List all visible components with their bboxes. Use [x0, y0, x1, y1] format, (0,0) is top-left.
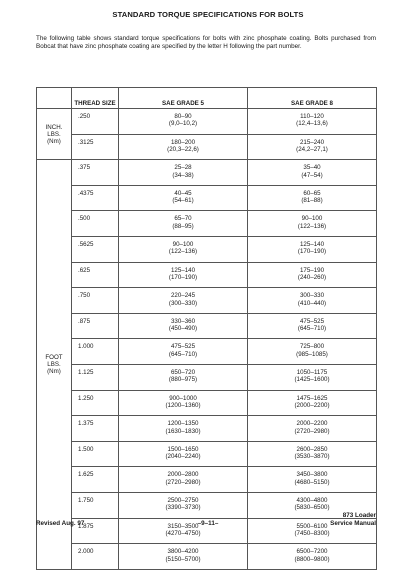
thread-size-cell: .4375 [72, 185, 119, 211]
torque-nm-value: (4680–5150) [294, 478, 330, 486]
grade-5-cell [119, 364, 248, 390]
torque-ft-value: 4300–4800 [296, 496, 328, 504]
unit-label: FOOT LBS. (Nm) [37, 160, 72, 570]
torque-nm-value: (3530–3870) [294, 453, 330, 461]
table-row [37, 262, 377, 288]
thread-size-cell: 1.625 [72, 467, 119, 493]
torque-ft-value: 110–120 [300, 113, 324, 120]
torque-ft-value: 1500–1650 [167, 445, 199, 453]
grade-8-cell [248, 416, 377, 442]
torque-nm-value: (7450–8300) [294, 529, 330, 537]
torque-ft-value: 1050–1175 [296, 368, 328, 376]
model-name: 873 Loader [342, 512, 376, 519]
torque-ft-value: 125–140 [299, 240, 325, 248]
table-row [37, 288, 377, 314]
grade-5-cell [119, 211, 248, 237]
torque-ft-value: 2000–2200 [296, 420, 328, 428]
thread-size-cell: 1.875 [72, 518, 119, 544]
table-row [37, 134, 377, 160]
torque-ft-value: 60–65 [303, 189, 321, 197]
torque-ft-value: 180–200 [170, 138, 196, 146]
torque-nm-value: (20,3–22,6) [167, 146, 199, 153]
torque-ft-value: 35–40 [303, 164, 321, 172]
grade-5-cell [119, 134, 248, 160]
thread-size-cell: .3125 [72, 134, 119, 160]
torque-ft-value: 900–1000 [169, 394, 197, 402]
table-row [37, 236, 377, 262]
torque-nm-value: (2720–2980) [294, 427, 330, 435]
torque-nm-value: (170–190) [297, 248, 327, 256]
thread-size-cell: .250 [72, 109, 119, 135]
unit-label: INCH. LBS. (Nm) [37, 109, 72, 160]
torque-nm-value: (9,0–10,2) [168, 120, 198, 128]
grade-5-cell [119, 109, 248, 135]
table-row [37, 160, 377, 186]
thread-size-cell: 1.250 [72, 390, 119, 416]
grade-8-cell [248, 467, 377, 493]
torque-nm-value: (1425–1600) [294, 376, 330, 384]
torque-ft-value: 2000–2800 [167, 471, 199, 479]
revision-date: Revised Aug. 97 [36, 520, 85, 527]
torque-ft-value: 80–90 [174, 113, 192, 120]
torque-ft-value: 220–245 [170, 292, 196, 300]
thread-size-cell: 1.500 [72, 441, 119, 467]
table-row [37, 544, 377, 570]
grade-8-cell [248, 109, 377, 135]
torque-ft-value: 2500–2750 [167, 496, 199, 504]
thread-size-cell: .500 [72, 211, 119, 237]
grade-8-cell [248, 236, 377, 262]
grade-8-cell [248, 211, 377, 237]
torque-ft-value: 40–45 [174, 189, 192, 197]
torque-ft-value: 3800–4200 [167, 548, 199, 556]
torque-nm-value: (300–330) [168, 299, 198, 307]
grade-8-cell [248, 313, 377, 339]
thread-size-cell: .625 [72, 262, 119, 288]
grade-8-cell [248, 390, 377, 416]
torque-nm-value: (645–710) [297, 325, 327, 333]
grade-5-cell [119, 160, 248, 186]
thread-size-cell: 1.000 [72, 339, 119, 365]
torque-ft-value: 725–800 [299, 343, 325, 351]
torque-nm-value: (5830–6500) [294, 504, 330, 512]
torque-ft-value: 6500–7200 [296, 548, 328, 556]
torque-nm-value: (122–136) [168, 248, 198, 256]
manual-title [330, 512, 376, 527]
grade-8-cell [248, 134, 377, 160]
grade-8-cell [248, 544, 377, 570]
torque-ft-value: 1475–1625 [296, 394, 328, 402]
thread-size-cell: 1.375 [72, 416, 119, 442]
grade-5-cell [119, 262, 248, 288]
table-body [37, 109, 377, 570]
thread-size-cell: .5625 [72, 236, 119, 262]
grade-5-cell [119, 492, 248, 518]
table-row [37, 313, 377, 339]
torque-ft-value: 475–525 [299, 317, 325, 325]
torque-ft-value: 3450–3800 [296, 471, 328, 479]
torque-ft-value: 300–330 [299, 292, 325, 300]
torque-nm-value: (880–975) [168, 376, 198, 384]
torque-nm-value: (170–190) [168, 273, 198, 281]
grade-8-cell [248, 339, 377, 365]
sae-grade-8-header: SAE GRADE 8 [248, 88, 377, 109]
thread-size-cell: .875 [72, 313, 119, 339]
manual-name: Service Manual [330, 519, 376, 527]
torque-ft-value: 2600–2850 [296, 445, 328, 453]
grade-8-cell [248, 441, 377, 467]
torque-nm-value: (450–490) [168, 325, 198, 333]
table-row [37, 492, 377, 518]
torque-ft-value: 175–190 [299, 266, 325, 274]
table-row [37, 467, 377, 493]
torque-nm-value: (2720–2980) [165, 478, 201, 486]
intro-text: The following table shows standard torque specifications for bolts with zinc phosphate coating. Bolts purchased from Bobcat that have zinc phosphate coating are specified by the letter H following the part number. [36, 35, 376, 51]
torque-nm-value: (2040–2240) [165, 453, 201, 461]
torque-nm-value: (1630–1830) [165, 427, 201, 435]
grade-8-cell [248, 185, 377, 211]
torque-nm-value: (5150–5700) [165, 555, 201, 563]
torque-ft-value: 475–525 [170, 343, 196, 351]
thread-size-cell: 2.000 [72, 544, 119, 570]
table-row [37, 211, 377, 237]
torque-ft-value: 5500–6100 [296, 522, 328, 530]
torque-ft-value: 90–100 [172, 240, 194, 248]
torque-nm-value: (12,4–13,6) [296, 120, 328, 128]
torque-nm-value: (88–95) [172, 222, 194, 230]
torque-ft-value: 650–720 [170, 368, 196, 376]
grade-8-cell [248, 262, 377, 288]
torque-ft-value: 330–360 [170, 317, 196, 325]
thread-size-header: THREAD SIZE [72, 88, 119, 109]
torque-nm-value: (3390–3730) [165, 504, 201, 512]
grade-5-cell [119, 416, 248, 442]
grade-5-cell [119, 288, 248, 314]
thread-size-cell: .375 [72, 160, 119, 186]
table-row [37, 441, 377, 467]
grade-5-cell [119, 339, 248, 365]
torque-ft-value: 3150–3500 [167, 522, 199, 530]
grade-5-cell [119, 467, 248, 493]
torque-nm-value: (2000–2200) [294, 401, 330, 409]
grade-8-cell [248, 364, 377, 390]
torque-nm-value: (24,2–27,1) [296, 146, 328, 153]
thread-size-cell: 1.750 [72, 492, 119, 518]
torque-ft-value: 25–28 [174, 164, 192, 172]
torque-nm-value: (81–88) [301, 197, 323, 205]
thread-size-cell: .750 [72, 288, 119, 314]
torque-nm-value: (4270–4750) [165, 529, 201, 537]
table-row [37, 339, 377, 365]
table-row [37, 416, 377, 442]
grade-5-cell [119, 441, 248, 467]
table-row [37, 185, 377, 211]
intro-paragraph [36, 35, 376, 51]
grade-8-cell [248, 160, 377, 186]
torque-nm-value: (240–260) [297, 273, 327, 281]
torque-nm-value: (645–710) [168, 350, 198, 358]
page-title: STANDARD TORQUE SPECIFICATIONS FOR BOLTS [112, 10, 304, 19]
torque-nm-value: (47–54) [301, 171, 323, 179]
table-row [37, 364, 377, 390]
grade-5-cell [119, 544, 248, 570]
grade-5-cell [119, 185, 248, 211]
sae-grade-5-header: SAE GRADE 5 [119, 88, 248, 109]
torque-ft-value: 215–240 [299, 138, 325, 146]
torque-nm-value: (1200–1360) [165, 401, 201, 409]
torque-ft-value: 65–70 [174, 215, 192, 223]
table-row [37, 390, 377, 416]
torque-nm-value: (34–38) [172, 171, 194, 179]
torque-nm-value: (8800–9800) [294, 555, 330, 563]
torque-ft-value: 1200–1350 [167, 420, 199, 428]
torque-nm-value: (54–61) [172, 197, 194, 205]
grade-5-cell [119, 390, 248, 416]
grade-8-cell [248, 288, 377, 314]
torque-nm-value: (122–136) [297, 222, 327, 230]
table-header-row [37, 88, 377, 109]
torque-ft-value: 90–100 [301, 215, 323, 223]
torque-table [36, 87, 377, 570]
grade-5-cell [119, 236, 248, 262]
table-row [37, 109, 377, 135]
page-number: –9–11– [197, 520, 219, 527]
grade-5-cell [119, 313, 248, 339]
unit-header [37, 88, 72, 109]
torque-nm-value: (410–440) [297, 299, 327, 307]
torque-ft-value: 125–140 [170, 266, 196, 274]
torque-nm-value: (985–1085) [296, 350, 328, 358]
thread-size-cell: 1.125 [72, 364, 119, 390]
